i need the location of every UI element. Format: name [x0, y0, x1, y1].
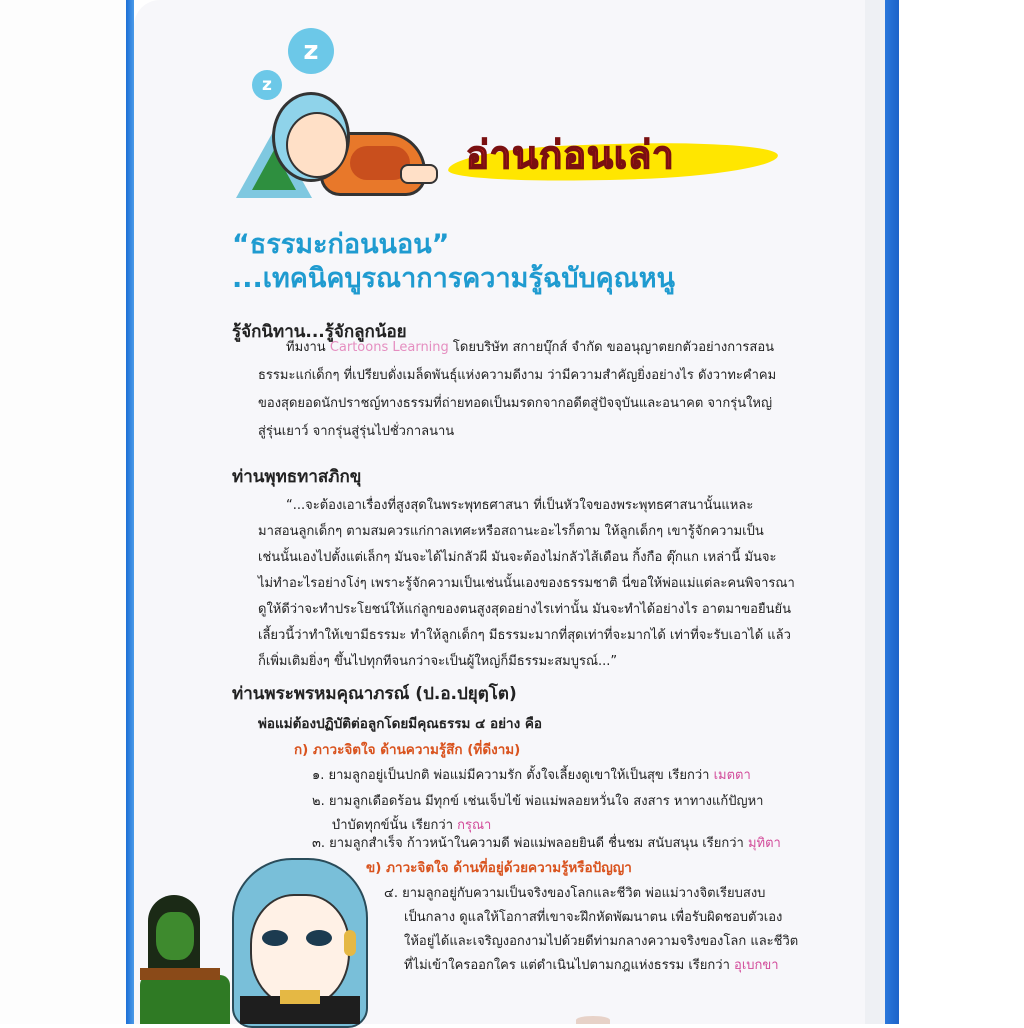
book-cover-edge-left — [126, 0, 134, 1024]
monk-face — [286, 112, 348, 178]
item-3 — [312, 832, 781, 853]
title-banner — [448, 130, 778, 190]
background-right — [899, 0, 1024, 1024]
item-2-line-1: ๒. ยามลูกเดือดร้อน มีทุกข์ เช่นเจ็บไข้ พ่อแม่พลอยหวั่นใจ สงสาร หาทางแก้ปัญหา — [312, 794, 764, 809]
blue-hair-character-eye-right — [306, 930, 332, 946]
quote-line-6: เลี้ยวนี้ว่าทำให้เขามีธรรมะ ทำให้ลูกเด็กๆ มีธรรมะมากที่สุดเท่าที่จะมากได้ เท่าที่จะรับเอาได้ แล้ว — [258, 628, 791, 643]
item-2-text: บำบัดทุกข์นั้น เรียกว่า — [332, 818, 458, 833]
section1-line-4: สู่รุ่นเยาว์ จากรุ่นสู่รุ่นไปชั่วกาลนาน — [258, 424, 455, 439]
item-4-line-3: ให้อยู่ได้และเจริญงอกงามไปด้วยดีท่ามกลางความจริงของโลก และชีวิต — [404, 934, 799, 949]
item-4-line-2: เป็นกลาง ดูแลให้โอกาสที่เขาจะฝึกหัดพัฒนาตน เพื่อรับผิดชอบตัวเอง — [404, 910, 783, 925]
brand-name: Cartoons Learning — [329, 340, 449, 355]
section1-heading: รู้จักนิทาน...รู้จักลูกน้อย — [232, 322, 407, 342]
zz-large-text: z — [303, 36, 319, 66]
background-left — [0, 0, 128, 1024]
item-2-term: กรุณา — [457, 818, 492, 833]
subtitle-line-2: ...เทคนิคบูรณาการความรู้ฉบับคุณหนู — [232, 263, 675, 294]
subtitle-line-1: “ธรรมะก่อนนอน” — [232, 229, 450, 260]
quote-line-5: ดูให้ดีว่าจะทำประโยชน์ให้แก่ลูกของตนสูงสุดอย่างไรเท่านั้น มันจะทำได้อย่างไร อาตมาขอยืนยัน — [258, 602, 791, 617]
green-character-body — [140, 975, 230, 1024]
monk-foot — [400, 164, 438, 184]
item-1-text: ๑. ยามลูกอยู่เป็นปกติ พ่อแม่มีความรัก ตั้งใจเลี้ยงดูเขาให้เป็นสุข เรียกว่า — [312, 768, 714, 783]
blue-hair-character-eye-left — [262, 930, 288, 946]
section2-heading: ท่านพุทธทาสภิกขุ — [232, 467, 362, 487]
section3-heading: ท่านพระพรหมคุณาภรณ์ (ป.อ.ปยุตฺโต) — [232, 684, 517, 704]
section1-line-1-a: ทีมงาน — [286, 340, 330, 355]
page-title: อ่านก่อนเล่า — [466, 133, 675, 177]
page-fold-strip — [865, 0, 885, 1024]
section3-intro: พ่อแม่ต้องปฏิบัติต่อลูกโดยมีคุณธรรม ๔ อย่าง คือ — [258, 716, 543, 732]
section1-line-1 — [286, 336, 774, 357]
item-4-line-4 — [404, 954, 779, 975]
item-1-term: เมตตา — [713, 768, 751, 783]
zz-small-text: z — [262, 75, 272, 95]
section1-line-3: ของสุดยอดนักปราชญ์ทางธรรมที่ถ่ายทอดเป็นมรดกจากอดีตสู่ปัจจุบันและอนาคต จากรุ่นใหญ่ — [258, 396, 773, 411]
book-cover-edge-right — [885, 0, 899, 1024]
quote-line-2: มาสอนลูกเด็กๆ ตามสมควรแก่กาลเทศะหรือสถานะอะไรก็ตาม ให้ลูกเด็กๆ เขารู้จักความเป็น — [258, 524, 764, 539]
item-4-text: ที่ไม่เข้าใครออกใคร แต่ดำเนินไปตามกฎแห่งธรรม เรียกว่า — [404, 958, 735, 973]
item-4-line-1: ๔. ยามลูกอยู่กับความเป็นจริงของโลกและชีวิต พ่อแม่วางจิตเรียบสงบ — [384, 886, 766, 901]
green-character-face — [154, 910, 196, 962]
blue-hair-character-earring — [344, 930, 356, 956]
green-character-belt — [140, 968, 220, 980]
section1-line-2: ธรรมะแก่เด็กๆ ที่เปรียบดั่งเมล็ดพันธุ์แห่งความดีงาม ว่ามีความสำคัญยิ่งอย่างไร ดังวาทะคำคม — [258, 368, 777, 383]
page-corner-mark — [576, 1016, 610, 1024]
item-4-term: อุเบกขา — [734, 958, 779, 973]
zz-bubble-large — [288, 28, 334, 74]
quote-line-4: ไม่ทำอะไรอย่างโง่ๆ เพราะรู้จักความเป็นเช่นนั้นเองของธรรมชาติ นี่ขอให้พ่อแม่แต่ละคนพิจารณา — [258, 576, 795, 591]
item-1 — [312, 764, 751, 785]
quote-line-1: “...จะต้องเอาเรื่องที่สูงสุดในพระพุทธศาสนา ที่เป็นหัวใจของพระพุทธศาสนานั้นแหละ — [286, 498, 754, 513]
quote-line-3: เช่นนั้นเองไปตั้งแต่เล็กๆ มันจะได้ไม่กลัวผี มันจะต้องไม่กลัวไส้เดือน กิ้งกือ ตุ๊กแก เหล่านี้ มันจะ — [258, 550, 777, 565]
zz-bubble-small — [252, 70, 282, 100]
group-b-heading: ข) ภาวะจิตใจ ด้านที่อยู่ด้วยความรู้หรือปัญญา — [366, 860, 632, 876]
blue-hair-character-necklace — [280, 990, 320, 1004]
item-3-term: มุทิตา — [747, 836, 781, 851]
item-3-text: ๓. ยามลูกสำเร็จ ก้าวหน้าในความดี พ่อแม่พลอยยินดี ชื่นชม สนับสนุน เรียกว่า — [312, 836, 748, 851]
group-a-heading: ก) ภาวะจิตใจ ด้านความรู้สึก (ที่ดีงาม) — [294, 742, 521, 758]
section1-line-1-b: โดยบริษัท สกายบุ๊กส์ จำกัด ขออนุญาตยกตัวอย่างการสอน — [448, 340, 775, 355]
quote-line-7: ก็เพิ่มเติมยิ่งๆ ขึ้นไปทุกทีจนกว่าจะเป็นผู้ใหญ่ก็มีธรรมะสมบูรณ์...” — [258, 654, 618, 669]
